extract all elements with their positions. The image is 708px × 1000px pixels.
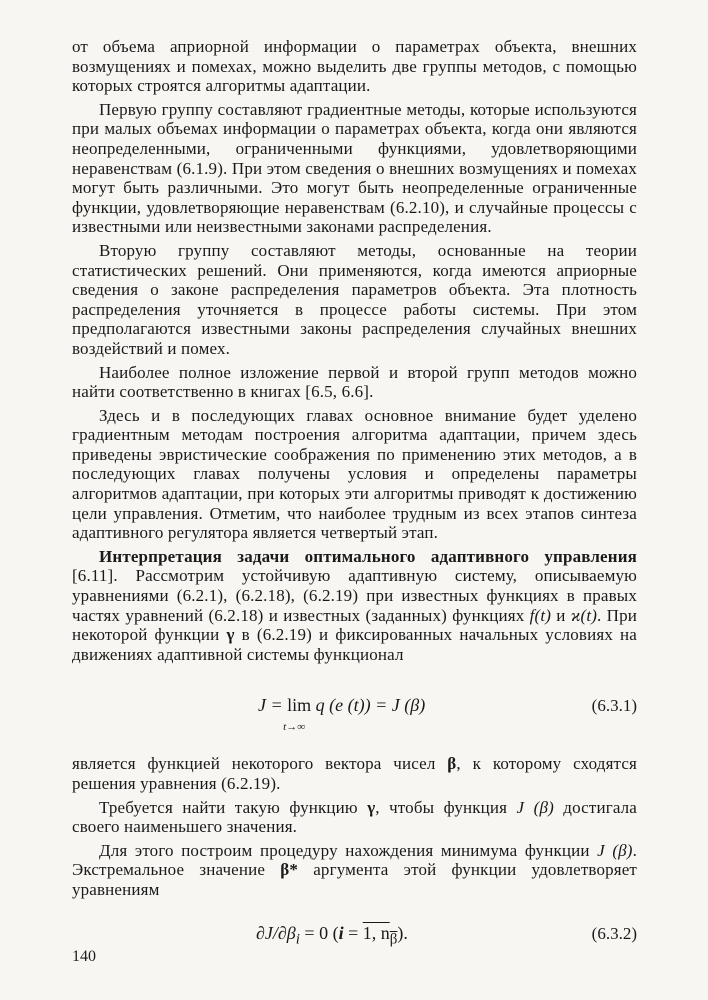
equation-number: (6.3.1)	[591, 696, 637, 716]
paragraph-after-formula: является функцией некоторого вектора чисел β, к которому сходятся решения уравнения (6.2.19).	[72, 754, 638, 793]
body-text	[72, 37, 637, 956]
page-number: 140	[72, 948, 96, 965]
func-f: f(t)	[529, 605, 552, 625]
func-kappa: ϰ(t)	[570, 605, 598, 625]
paragraph-requirement: Требуется найти такую функцию γ, чтобы функция J (β) достигала своего наименьшего значения.	[72, 797, 637, 837]
paragraph-5: Здесь и в последующих главах основное внимание будет уделено градиентным методам построения алгоритма адаптации, причем здесь приведены эвристические соображения по применению этих методов, а в последующих главах получены условия и определены параметры алгоритмов адаптации, при которых эти алгоритмы приводят к достижению цели управления. Отметим, что наиболее трудным из всех этапов синтеза адаптивного регулятора является четвертый этап.	[72, 405, 637, 543]
paragraph-4: Наиболее полное изложение первой и второй групп методов можно найти соответственно в книгах [6.5, 6.6].	[72, 362, 637, 402]
equation-number: (6.3.2)	[591, 923, 637, 943]
formula-6-3-1: J = lim t→∞ q (e (t)) = J (β) (6.3.1)	[258, 695, 637, 734]
paragraph-procedure: Для этого построим процедуру нахождения минимума функции J (β). Экстремальное значение β* аргумента этой функции удовлетворяет уравнениям	[72, 840, 637, 899]
section-heading: Интерпретация задачи оптимального адаптивного управления	[99, 546, 637, 566]
formula-6-3-2: $\partial J/\partial\beta_i = 0$ (i = 1, $n_\beta$). (6.3.2)	[256, 922, 637, 948]
paragraph-2: Первую группу составляют градиентные методы, которые используются при малых объемах информации о параметрах объекта, когда они являются неопределенными, ограниченными функциями, удовлетворяющими неравенствам (6.1.9). При этом сведения о внешних возмущениях и помехах могут быть различными. Это могут быть неопределенные ограниченные функции, удовлетворяющие неравенствам (6.2.10), и случайные процессы с известными или неизвестными законами распределения.	[72, 99, 637, 237]
paragraph-1: от объема априорной информации о параметрах объекта, внешних возмущениях и помехах, можно выделить две группы методов, с помощью которых строятся алгоритмы адаптации.	[72, 37, 637, 96]
symbol-gamma: γ	[226, 625, 235, 645]
paragraph-section: Интерпретация задачи оптимального адаптивного управления [6.11]. Рассмотрим устойчивую адаптивную систему, описываемую уравнениями (6.2.1), (6.2.18), (6.2.19) при известных функциях в правых частях уравнений (6.2.18) и известных (заданных) функциях f(t) и ϰ(t). При некоторой функции γ в (6.2.19) и фиксированных начальных условиях на движениях адаптивной системы функционал	[72, 546, 638, 664]
paragraph-3: Вторую группу составляют методы, основанные на теории статистических решений. Они применяются, когда имеются априорные сведения о законе распределения параметров объекта. Эта плотность распределения уточняется в процессе работы системы. При этом предполагаются известными законы распределения случайных внешних воздействий и помех.	[72, 240, 637, 358]
